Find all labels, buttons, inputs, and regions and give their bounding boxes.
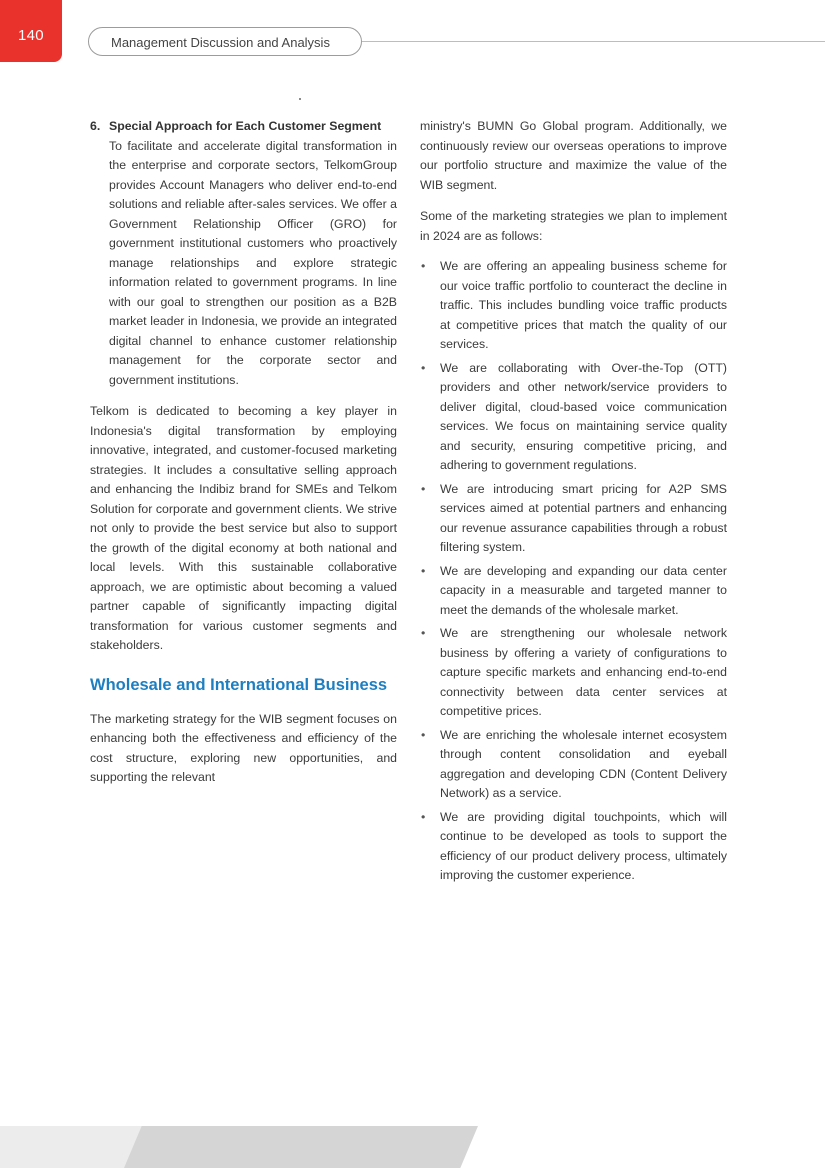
footer-decoration-dark [124,1126,478,1168]
section-title-pill [88,27,362,56]
strategy-list [420,257,727,886]
page-number-tab [0,0,62,62]
bullet-marker: • [421,626,426,640]
wib-intro-paragraph: The marketing strategy for the WIB segment focuses on enhancing both the effectiveness and efficiency of the cost structure, exploring new opportunities, and supporting the relevant [90,711,397,784]
list-item-text: We are providing digital touchpoints, which will continue to be developed as tools to support the efficiency of our product delivery process, ultimately improving the customer experience. [440,809,727,882]
left-column [90,117,397,788]
list-item [420,726,727,804]
bullet-marker: • [421,809,426,824]
list-item [420,359,727,476]
list-item [420,562,727,621]
list-item-text: We are offering an appealing business scheme for our voice traffic portfolio to counteract the decline in traffic. This includes bundling voice traffic products at competitive prices that match the quality of our services. [440,259,727,351]
item-number: 6. [90,119,101,133]
right-column [420,117,727,890]
header-divider [362,41,825,42]
numbered-item [90,117,397,390]
bullet-marker: • [421,360,426,375]
bullet-marker: • [421,259,426,273]
list-item-text: We are introducing smart pricing for A2P SMS services aimed at potential partners and enhancing our revenue assurance capabilities through a robust filtering system. [440,481,727,554]
list-item-text: We are collaborating with Over-the-Top (OTT) providers and other network/service providers to deliver digital, cloud-based voice communication services. We focus on maintaining service quality and security, ensuring competitive pricing, and adhering to government regulations. [440,360,727,472]
item-body: To facilitate and accelerate digital transformation in the enterprise and corporate sectors, TelkomGroup provides Account Managers who deliver end-to-end solutions and reliable after-sales services. We offer a Government Relationship Officer (GRO) for government institutional customers who proactively manage relationships and explore strategic information related to government programs. In line with our goal to strengthen our position as a B2B market leader in Indonesia, we provide an integrated digital channel to enhance customer relationship management for the corporate sector and government institutions. [109,138,397,387]
section-heading: Wholesale and International Business [90,675,388,694]
section-title: Management Discussion and Analysis [111,35,330,50]
item-title: Special Approach for Each Customer Segment [109,119,382,133]
list-item [420,808,727,886]
bullet-marker: • [421,563,426,578]
list-item [420,624,727,722]
bullet-marker: • [421,727,426,742]
bullet-marker: • [421,481,426,496]
list-item-text: We are strengthening our wholesale network business by offering a variety of configurations to capture specific markets and enhancing end-to-end connectivity between data center services at competitive prices. [440,626,727,718]
list-item-text: We are enriching the wholesale internet ecosystem through content consolidation and eyeball aggregation and developing CDN (Content Delivery Network) as a service. [440,727,727,800]
list-item [420,480,727,558]
page-number: 140 [18,27,44,44]
strategies-intro: Some of the marketing strategies we plan to implement in 2024 are as follows: [420,209,727,243]
list-item-text: We are developing and expanding our data center capacity in a measurable and targeted manner to meet the demands of the wholesale market. [440,563,727,617]
stray-mark [299,98,301,100]
list-item [420,257,727,355]
body-paragraph: Telkom is dedicated to becoming a key player in Indonesia's digital transformation by employing innovative, integrated, and customer-focused marketing strategies. It includes a consultative selling approach and enhancing the Indibiz brand for SMEs and Telkom Solution for corporate and government clients. We strive not only to provide the best service but also to support the growth of the digital economy at both national and local levels. With this sustainable collaborative approach, we are optimistic about becoming a valued partner capable of significantly impacting digital transformation for various customer segments and stakeholders. [90,404,397,652]
continuation-paragraph: ministry's BUMN Go Global program. Additionally, we continuously review our overseas operations to improve our portfolio structure and maximize the value of the WIB segment. [420,119,727,192]
